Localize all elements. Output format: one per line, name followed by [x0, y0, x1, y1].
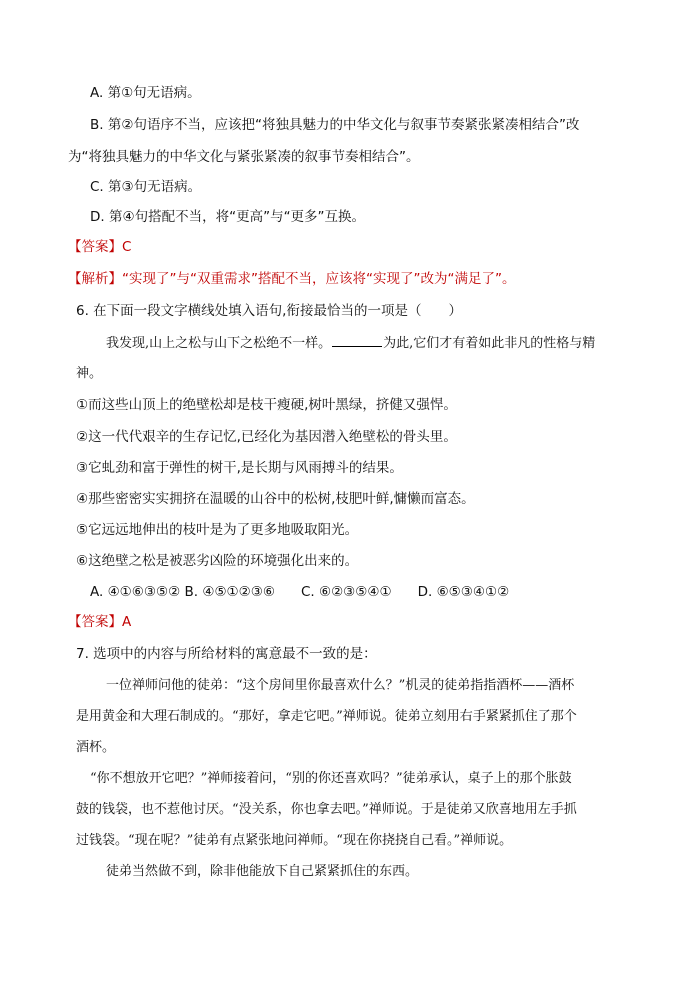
q7-passage-line6: 过钱袋。“现在呢？”徒弟有点紧张地问禅师。“现在你挠挠自己看。”禅师说。: [76, 833, 513, 848]
q7-passage-line1: 一位禅师问他的徒弟：“这个房间里你最喜欢什么？”机灵的徒弟指指酒杯——酒杯: [106, 678, 575, 693]
q6-sentence-6: ⑥这绝壁之松是被恶劣凶险的环境强化出来的。: [76, 553, 359, 569]
q6-options-row: [90, 583, 509, 601]
q6-answer-line: [68, 613, 131, 631]
q7-passage-line3: 酒杯。: [76, 740, 116, 755]
q5-option-b-line1: B. 第②句语序不当，应该把“将独具魅力的中华文化与叙事节奏紧张紧凑相结合”改: [90, 117, 580, 133]
q6-option-d: D. ⑥⑤③④①②: [417, 584, 510, 600]
answer-value: C: [122, 239, 132, 255]
q6-option-a: A. ④①⑥③⑤②: [90, 584, 181, 600]
q5-option-c: C. 第③句无语病。: [90, 179, 202, 195]
q7-question: 7. 选项中的内容与所给材料的寓意最不一致的是：: [76, 646, 377, 662]
passage-after-blank: 为此,它们才有着如此非凡的性格与精: [383, 336, 596, 351]
passage-before-blank: 我发现,山上之松与山下之松绝不一样。: [106, 336, 332, 351]
q5-option-a: A. 第①句无语病。: [90, 85, 201, 101]
q6-passage-line1: [106, 334, 595, 353]
answer-label: 【答案】: [68, 239, 122, 255]
q5-option-d: D. 第④句搭配不当，将“更高”与“更多”互换。: [90, 209, 366, 225]
q5-answer-line: [68, 238, 131, 256]
q6-sentence-2: ②这一代代艰辛的生存记忆,已经化为基因潜入绝壁松的骨头里。: [76, 429, 457, 445]
analysis-label: 【解析】: [68, 271, 122, 287]
q7-passage-line4: “你不想放开它吧？”禅师接着问，“别的你还喜欢吗？”徒弟承认，桌子上的那个胀鼓: [90, 771, 572, 786]
q5-option-b-line2: 为“将独具魅力的中华文化与紧张紧凑的叙事节奏相结合”。: [68, 149, 420, 165]
q7-passage-line5: 鼓的钱袋，也不惹他讨厌。“没关系，你也拿去吧。”禅师说。于是徒弟又欣喜地用左手抓: [76, 802, 577, 817]
q6-question: 6. 在下面一段文字横线处填入语句,衔接最恰当的一项是（ ）: [76, 303, 462, 319]
q6-sentence-1: ①而这些山顶上的绝壁松却是枝干瘦硬,树叶黑绿，挤健又强悍。: [76, 397, 457, 413]
q6-option-c: C. ⑥②③⑤④①: [300, 584, 392, 600]
q7-passage-line7: 徒弟当然做不到，除非他能放下自己紧紧抓住的东西。: [106, 864, 419, 879]
q6-sentence-5: ⑤它远远地伸出的枝叶是为了更多地吸取阳光。: [76, 522, 359, 538]
analysis-text: “实现了”与“双重需求”搭配不当，应该将“实现了”改为“满足了”。: [122, 271, 516, 287]
answer-label: 【答案】: [68, 614, 122, 630]
fill-in-blank: [332, 334, 382, 347]
q7-passage-line2: 是用黄金和大理石制成的。“那好，拿走它吧。”禅师说。徒弟立刻用右手紧紧抓住了那个: [76, 709, 577, 724]
q6-option-b: B. ④⑤①②③⑥: [184, 584, 275, 600]
q6-sentence-4: ④那些密密实实拥挤在温暖的山谷中的松树,枝肥叶鲜,慵懒而富态。: [76, 491, 475, 507]
answer-value: A: [122, 614, 132, 630]
q5-analysis-line: [68, 270, 515, 288]
q6-passage-line2: 神。: [76, 366, 103, 381]
q6-sentence-3: ③它虬劲和富于弹性的树干,是长期与风雨搏斗的结果。: [76, 460, 403, 476]
